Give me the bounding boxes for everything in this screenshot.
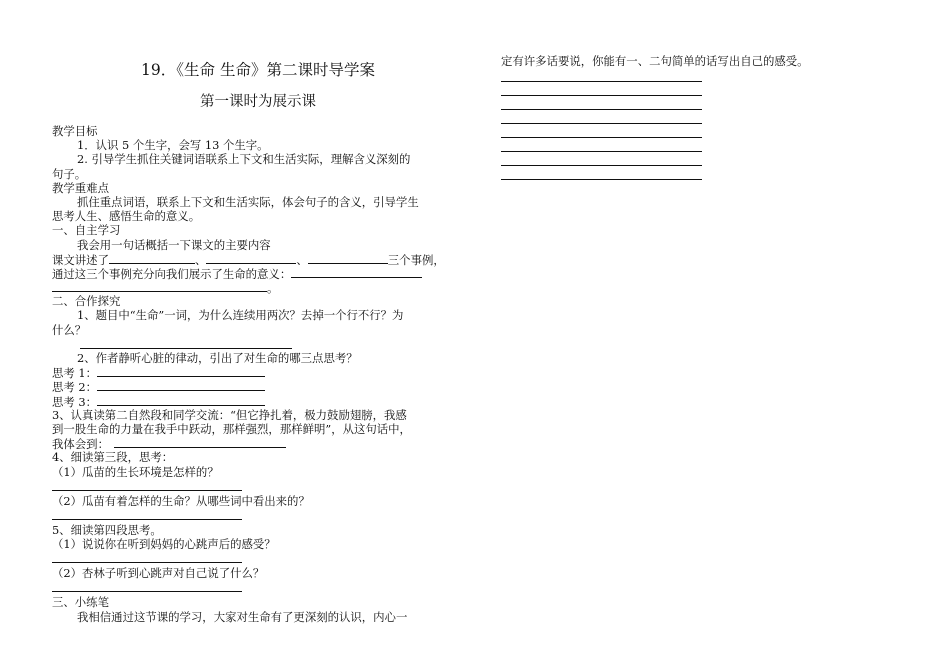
q3-label: 我体会到： [52,437,109,452]
question-4-1: （1）瓜苗的生长环境是怎样的？ [52,464,219,479]
answer-line-wrap [52,337,452,351]
page-subtitle: 第一课时为展示课 [200,94,316,110]
question-3-cont: 到一股生命的力量在我手中跃动，那样强烈，那样鲜明”，从这句话中， [52,421,411,436]
answer-line[interactable] [52,479,242,491]
writing-prompt: 我相信通过这节课的学习，大家对生命有了更深刻的认识，内心一 [77,609,408,624]
separator: 、 [194,252,207,267]
writing-line[interactable] [501,124,702,138]
answer-blank[interactable] [109,252,195,264]
summary-line-1 [52,252,452,266]
question-1: 1、题目中“生命”一词，为什么连续用两次？去掉一个行不行？为 [77,308,404,323]
separator: 、 [296,252,308,267]
writing-line[interactable] [501,166,702,180]
answer-blank[interactable] [291,266,422,278]
answer-blank[interactable] [52,280,267,292]
summary-end: 三个事例， [387,252,445,267]
writing-line[interactable] [501,138,702,152]
writing-line[interactable] [501,152,702,166]
answer-blank[interactable] [80,337,292,349]
objectives-heading: 教学目标 [52,124,98,138]
question-5: 5、细读第四段思考。 [52,522,162,537]
answer-blank[interactable] [97,379,265,391]
meaning-label: 通过这三个事例充分向我们展示了生命的意义： [52,266,292,281]
answer-blank[interactable] [308,252,388,264]
answer-blank[interactable] [97,365,265,377]
answer-blank[interactable] [206,252,296,264]
writing-line[interactable] [501,68,702,82]
think-2-label: 思考 2： [52,380,98,395]
section2-heading: 二、合作探究 [52,294,121,309]
answer-blank[interactable] [114,436,286,448]
summary-line-2 [52,266,452,280]
section1-heading: 一、自主学习 [52,223,121,238]
think-3-label: 思考 3： [52,394,98,409]
question-2: 2、作者静听心脏的律动，引出了对生命的哪三点思考？ [77,351,358,365]
think-2 [52,379,452,393]
answer-line[interactable] [52,508,242,520]
question-3: 3、认真读第二自然段和同学交流：“但它挣扎着，极力鼓励翅膀，我感 [52,407,407,422]
answer-blank[interactable] [97,394,265,406]
key-points-heading: 教学重难点 [52,180,109,195]
question-3-answer [52,436,452,450]
answer-line[interactable] [52,580,242,592]
section3-heading: 三、小练笔 [52,595,109,610]
period: 。 [267,281,279,296]
answer-line[interactable] [52,551,242,563]
objective-2: 2. 引导学生抓住关键词语联系上下文和生活实际，理解含义深刻的 [77,152,411,167]
think-3 [52,394,452,408]
question-4-2: （2）瓜苗有着怎样的生命？从哪些词中看出来的？ [52,493,310,508]
writing-line[interactable] [501,82,702,96]
writing-line[interactable] [501,110,702,124]
key-points-line-2: 思考人生、感悟生命的意义。 [52,209,201,224]
writing-prompt-cont: 定有许多话要说，你能有一、二句简单的话写出自己的感受。 [501,54,809,68]
think-1 [52,365,452,379]
page-title: 19．《生命 生命》第二课时导学案 [141,61,375,79]
summary-label: 课文讲述了 [52,252,109,267]
writing-line[interactable] [501,96,702,110]
left-column [52,60,452,624]
question-5-2: （2）杏林子听到心跳声对自己说了什么？ [52,566,265,581]
objective-1: 1．认识 5 个生字，会写 13 个生字。 [77,138,269,153]
right-column [501,54,901,180]
question-4: 4、细读第三段，思考： [52,450,174,465]
summary-line-3 [52,280,452,294]
key-points-line-1: 抓住重点词语，联系上下文和生活实际，体会句子的含义，引导学生 [77,194,419,209]
question-5-1: （1）说说你在听到妈妈的心跳声后的感受？ [52,537,276,552]
think-1-label: 思考 1： [52,366,98,381]
question-1-cont: 什么？ [52,322,87,337]
objective-2-cont: 句子。 [52,166,87,181]
summary-prompt: 我会用一句话概括一下课文的主要内容 [77,237,271,252]
